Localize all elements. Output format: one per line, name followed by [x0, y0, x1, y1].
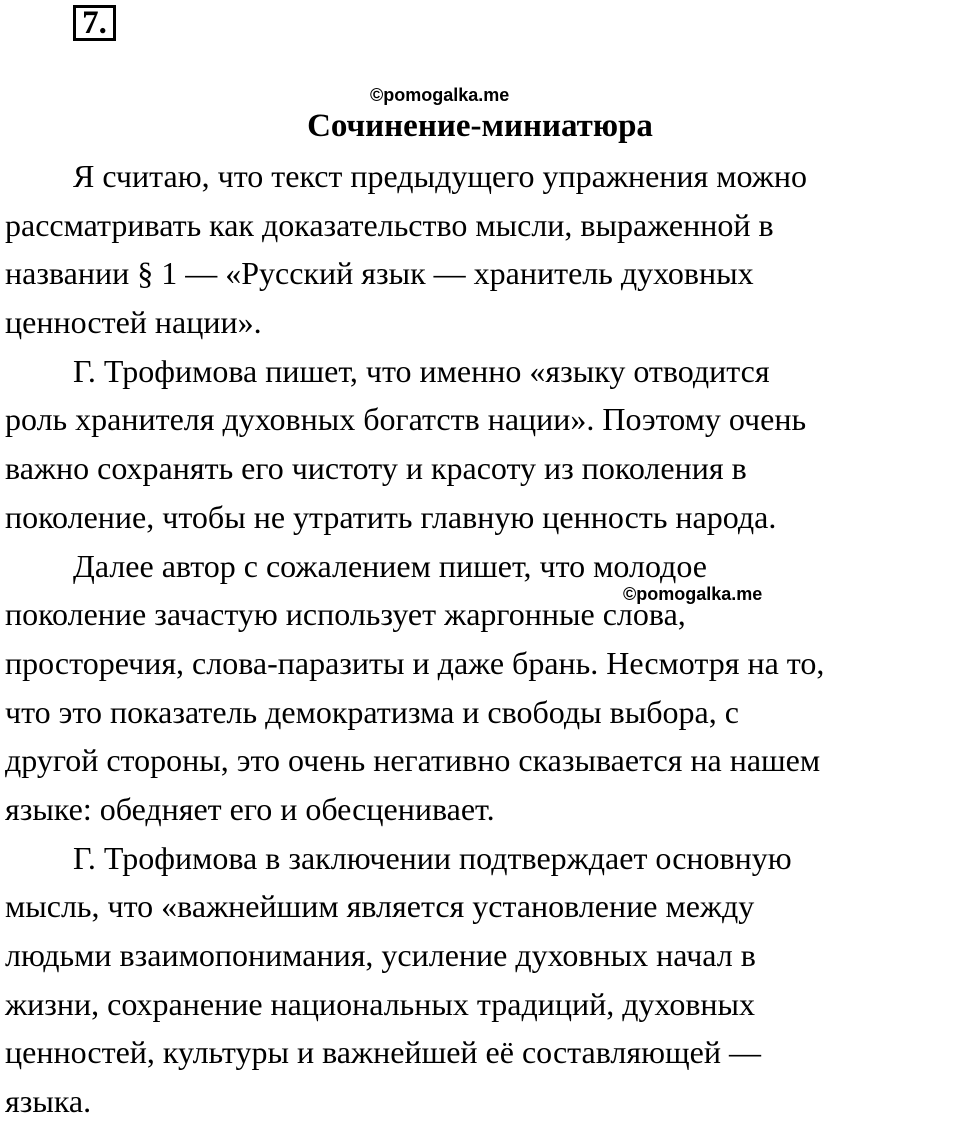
text-line: языке: обедняет его и обесценивает. — [5, 790, 495, 827]
text-line: жизни, сохранение национальных традиций, духовных — [5, 985, 756, 1022]
exercise-number: 7. — [73, 5, 116, 41]
text-line: мысль, что «важнейшим является установление между — [5, 888, 755, 925]
text-line: ценностей нации». — [5, 304, 262, 341]
text-line: поколение, чтобы не утратить главную ценность народа. — [5, 498, 777, 535]
text-line: Далее автор с сожалением пишет, что молодое — [73, 547, 707, 584]
text-line: просторечия, слова-паразиты и даже брань. Несмотря на то, — [5, 644, 825, 681]
text-line: другой стороны, это очень негативно сказывается на нашем — [5, 742, 821, 779]
text-line: роль хранителя духовных богатств нации». Поэтому очень — [5, 401, 807, 438]
text-line: Г. Трофимова в заключении подтверждает основную — [73, 839, 792, 876]
text-line: важно сохранять его чистоту и красоту из поколения в — [5, 450, 747, 487]
text-line: Г. Трофимова пишет, что именно «языку отводится — [73, 352, 770, 389]
text-line: что это показатель демократизма и свободы выбора, с — [5, 693, 739, 730]
essay-title: Сочинение-миниатюра — [307, 108, 653, 144]
text-line: ценностей, культуры и важнейшей её составляющей — — [5, 1034, 761, 1071]
watermark-top: ©pomogalka.me — [370, 85, 510, 105]
watermark-middle: ©pomogalka.me — [623, 584, 763, 604]
text-line: Я считаю, что текст предыдущего упражнения можно — [73, 158, 807, 194]
text-line: названии § 1 — «Русский язык — хранитель духовных — [5, 255, 754, 292]
essay-body — [5, 152, 960, 1126]
text-line: рассматривать как доказательство мысли, выраженной в — [5, 206, 774, 243]
text-line: языка. — [5, 1083, 92, 1120]
text-line: поколение зачастую использует жаргонные слова, — [5, 596, 686, 633]
text-line: людьми взаимопонимания, усиление духовных начал в — [5, 937, 756, 973]
